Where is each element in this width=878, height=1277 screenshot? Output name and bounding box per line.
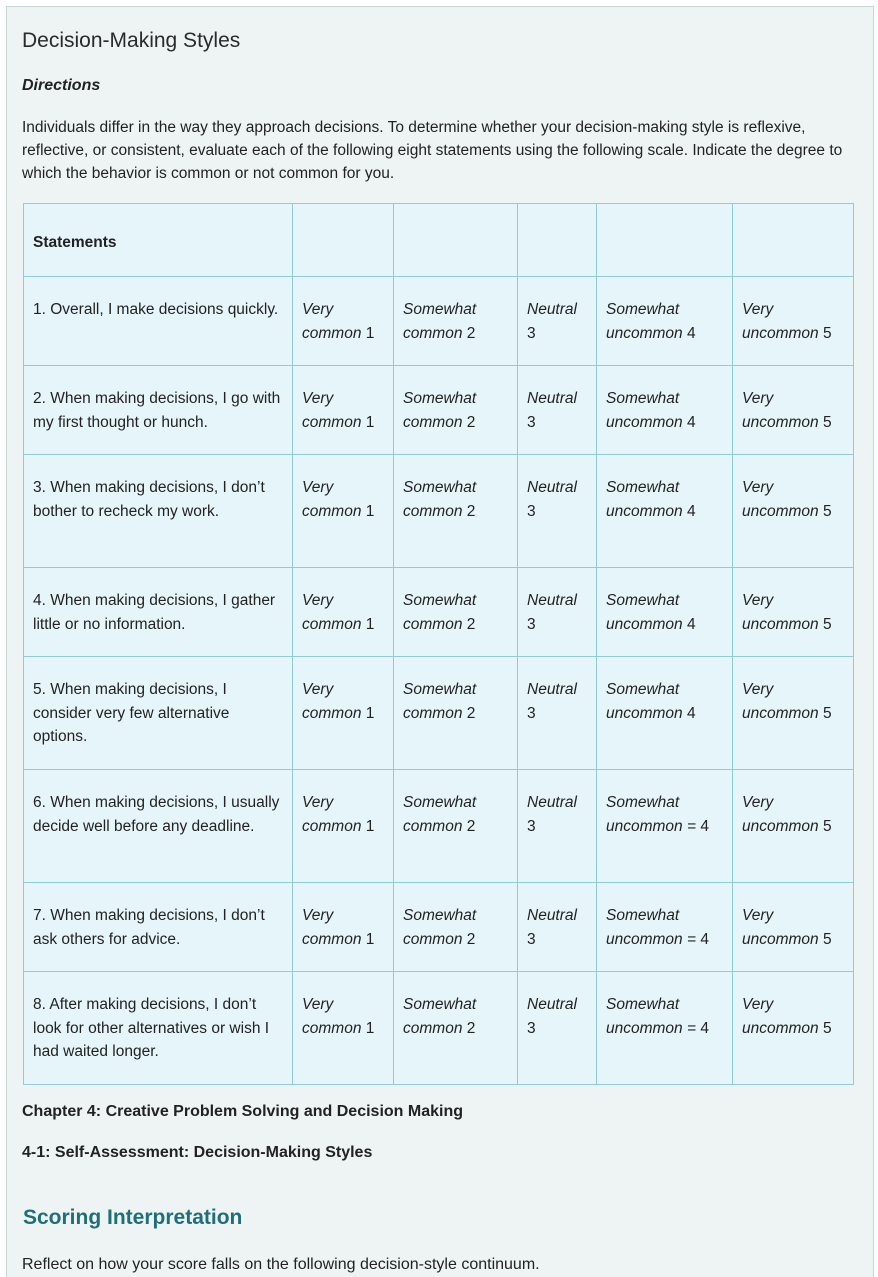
scale-value: 3 [527,615,536,633]
scale-value: 1 [365,817,375,835]
scale-label: Very common [302,479,362,520]
scale-label: Somewhat common [403,794,477,835]
scale-label: Somewhat common [403,479,477,520]
scale-option-1 [293,455,394,568]
scale-label: Somewhat common [403,907,477,948]
scale-value: 5 [823,930,832,948]
scale-label: Very common [302,592,362,633]
content-panel [6,6,874,1277]
scale-value: 4 [700,930,709,948]
scale-label: Somewhat uncommon = [606,996,697,1037]
assessment-subtitle: 4-1: Self-Assessment: Decision-Making Styles [22,1144,373,1161]
scale-option-3 [518,455,597,568]
scale-option-5 [733,972,854,1085]
scale-label: Very common [302,390,362,431]
scale-label: Very uncommon [742,907,819,948]
scale-label: Very uncommon [742,592,819,633]
scale-label: Somewhat uncommon = [606,794,697,835]
table-row [24,972,854,1085]
scale-label: Neutral [527,996,577,1013]
scale-option-2 [394,770,518,883]
scale-value: 4 [687,324,696,342]
table-row [24,568,854,657]
scale-option-3 [518,277,597,366]
scale-value: 1 [365,704,375,722]
header-cell-empty [518,204,597,277]
scale-label: Very uncommon [742,794,819,835]
scale-value: 4 [687,704,696,722]
scale-option-5 [733,883,854,972]
scale-option-5 [733,770,854,883]
scale-value: 2 [466,413,476,431]
reflect-text: Reflect on how your score falls on the following decision-style continuum. [22,1256,540,1273]
scale-option-5 [733,568,854,657]
scale-value: 4 [687,502,696,520]
scale-option-2 [394,366,518,455]
scale-label: Very uncommon [742,479,819,520]
scale-value: 3 [527,930,536,948]
scale-option-5 [733,366,854,455]
header-cell-empty [394,204,518,277]
scale-value: 1 [365,413,375,431]
scale-option-3 [518,972,597,1085]
scale-value: 5 [823,817,832,835]
table-row [24,455,854,568]
scale-label: Neutral [527,390,577,407]
table-header-row [24,204,854,277]
scale-value: 5 [823,615,832,633]
scale-option-4 [597,770,733,883]
scale-option-3 [518,657,597,770]
scale-label: Neutral [527,592,577,609]
scale-value: 1 [365,930,375,948]
scale-value: 2 [466,324,476,342]
scale-option-3 [518,568,597,657]
scoring-heading: Scoring Interpretation [23,1206,243,1229]
table-row [24,277,854,366]
scale-label: Somewhat uncommon [606,390,683,431]
table-row [24,883,854,972]
table-row [24,657,854,770]
scale-option-3 [518,883,597,972]
header-cell-empty [293,204,394,277]
scale-label: Very common [302,301,362,342]
scale-label: Somewhat common [403,301,477,342]
directions-heading: Directions [22,77,101,94]
intro-paragraph: Individuals differ in the way they approach decisions. To determine whether your decision-making style is reflexive, reflective, or consistent, evaluate each of the following eight statements using the following scale. Indicate the degree to which the behavior is common or not common for you. [22,119,843,182]
scale-value: 2 [466,930,476,948]
scale-label: Somewhat common [403,996,477,1037]
scale-value: 5 [823,704,832,722]
scale-label: Very uncommon [742,996,819,1037]
scale-value: 4 [687,615,696,633]
scale-value: 2 [466,615,476,633]
scale-option-4 [597,455,733,568]
scale-option-4 [597,366,733,455]
scale-value: 5 [823,502,832,520]
table-row [24,770,854,883]
scale-option-4 [597,972,733,1085]
scale-value: 3 [527,502,536,520]
scale-option-4 [597,277,733,366]
scale-label: Very common [302,996,362,1037]
scale-value: 2 [466,704,476,722]
statement-cell: 6. When making decisions, I usually decide well before any deadline. [24,770,293,883]
scale-value: 1 [365,324,375,342]
scale-option-5 [733,455,854,568]
header-cell-empty [597,204,733,277]
scale-label: Neutral [527,479,577,496]
scale-value: 3 [527,704,536,722]
scale-value: 3 [527,324,536,342]
scale-option-1 [293,366,394,455]
scale-label: Somewhat uncommon [606,681,683,722]
scale-label: Very common [302,794,362,835]
header-statements: Statements [24,204,293,277]
statement-cell: 2. When making decisions, I go with my first thought or hunch. [24,366,293,455]
scale-value: 1 [365,1019,375,1037]
scale-option-3 [518,366,597,455]
scale-option-2 [394,883,518,972]
scale-value: 5 [823,1019,832,1037]
scale-option-1 [293,972,394,1085]
chapter-label: Chapter 4: Creative Problem Solving and Decision Making [22,1103,463,1120]
scale-label: Somewhat common [403,390,477,431]
statement-cell: 3. When making decisions, I don’t bother to recheck my work. [24,455,293,568]
scale-option-1 [293,770,394,883]
scale-option-2 [394,277,518,366]
statement-cell: 5. When making decisions, I consider very few alternative options. [24,657,293,770]
scale-value: 1 [365,502,375,520]
scale-option-2 [394,455,518,568]
scale-option-2 [394,568,518,657]
statement-cell: 4. When making decisions, I gather little or no information. [24,568,293,657]
scale-option-2 [394,972,518,1085]
scale-label: Somewhat common [403,592,477,633]
scale-label: Very uncommon [742,681,819,722]
scale-option-5 [733,657,854,770]
scale-value: 4 [700,817,709,835]
scale-value: 2 [466,817,476,835]
scale-option-4 [597,883,733,972]
scale-label: Neutral [527,907,577,924]
scale-label: Very common [302,681,362,722]
statement-cell: 1. Overall, I make decisions quickly. [24,277,293,366]
scale-label: Somewhat uncommon [606,592,683,633]
scale-option-1 [293,568,394,657]
scale-label: Neutral [527,301,577,318]
scale-option-2 [394,657,518,770]
scale-option-3 [518,770,597,883]
scale-label: Very uncommon [742,301,819,342]
scale-value: 2 [466,502,476,520]
scale-label: Very uncommon [742,390,819,431]
scale-option-1 [293,277,394,366]
statement-cell: 7. When making decisions, I don’t ask others for advice. [24,883,293,972]
scale-value: 4 [700,1019,709,1037]
scale-value: 3 [527,413,536,431]
scale-option-5 [733,277,854,366]
scale-label: Somewhat uncommon = [606,907,697,948]
scale-label: Very common [302,907,362,948]
scale-label: Somewhat uncommon [606,301,683,342]
scale-label: Somewhat common [403,681,477,722]
scale-option-4 [597,568,733,657]
scale-value: 3 [527,817,536,835]
scale-label: Neutral [527,681,577,698]
table-row [24,366,854,455]
scale-option-1 [293,657,394,770]
scale-label: Somewhat uncommon [606,479,683,520]
scale-option-1 [293,883,394,972]
scale-value: 3 [527,1019,536,1037]
scale-value: 2 [466,1019,476,1037]
assessment-table [23,203,854,1085]
statement-cell: 8. After making decisions, I don’t look for other alternatives or wish I had waited longer. [24,972,293,1085]
header-cell-empty [733,204,854,277]
scale-value: 1 [365,615,375,633]
scale-label: Neutral [527,794,577,811]
scale-option-4 [597,657,733,770]
scale-value: 5 [823,324,832,342]
page-title: Decision-Making Styles [22,29,241,52]
scale-value: 4 [687,413,696,431]
scale-value: 5 [823,413,832,431]
